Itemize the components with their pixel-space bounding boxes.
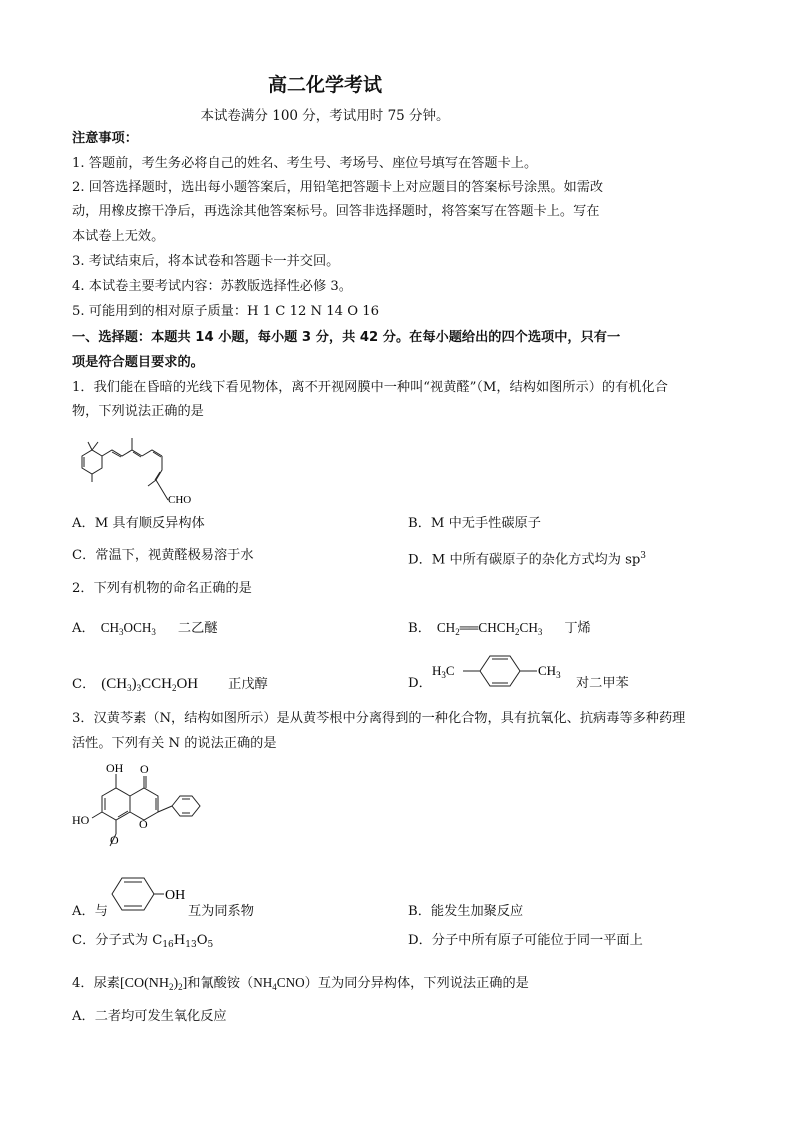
q1-option-d-sup: 3 — [640, 551, 647, 561]
p-xylene-structure — [430, 652, 580, 702]
exam-info: 本试卷满分 100 分，考试用时 75 分钟。 — [200, 108, 450, 124]
q3-c-s2: 13 — [185, 940, 197, 950]
q2-c-label: C． — [72, 677, 96, 692]
q1-option-d — [408, 545, 646, 571]
q4-stem — [72, 972, 529, 998]
section-heading-cont: 项是符合题目要求的。 — [72, 355, 204, 370]
q1-stem-cont: 物，下列说法正确的是 — [72, 404, 204, 419]
q2-option-b — [408, 617, 591, 643]
q4-p6: ] — [182, 976, 188, 991]
q1-option-c: C．常温下，视黄醛极易溶于水 — [72, 548, 254, 563]
q2-b-label: B． — [408, 621, 431, 636]
q2-a-name: 二乙醚 — [177, 621, 218, 636]
retinal-structure — [72, 428, 202, 508]
ring-o-label: O — [139, 817, 148, 831]
note-2-cont: 动，用橡皮擦干净后，再选涂其他答案标号。回答非选择题时，将答案写在答题卡上。写在 — [72, 204, 600, 219]
q3-c-s3: 5 — [207, 940, 214, 950]
section-heading: 一、选择题：本题共 14 小题，每小题 3 分，共 42 分。在每小题给出的四个选项中，只有一 — [72, 330, 621, 345]
q2-c-f5: 2 — [171, 683, 177, 693]
q3-c-o: O — [196, 933, 208, 948]
note-2: 2. 回答选择题时，选出每小题答案后，用铅笔把答题卡上对应题目的答案标号涂黑。如需改 — [72, 180, 604, 195]
ketone-o-label: O — [140, 762, 149, 776]
q1-option-b: B．M 中无手性碳原子 — [408, 516, 541, 531]
wogonin-structure — [72, 760, 232, 870]
q2-b-f1: 2 — [455, 627, 460, 637]
q4-p7: 和氰酸铵（ — [187, 976, 254, 991]
q3-c-s1: 16 — [162, 940, 174, 950]
q3-option-a-text: 互为同系物 — [188, 904, 254, 919]
q4-p8: NH — [253, 975, 273, 990]
q2-c-f3: 3 — [136, 683, 142, 693]
q3-option-a-label: A．与 — [72, 904, 108, 919]
h3c-label: $H_3C$ — [432, 663, 455, 680]
q2-stem: 2．下列有机物的命名正确的是 — [72, 581, 252, 596]
q2-a-f2: OCH — [123, 620, 152, 635]
q2-b-f0: CH — [436, 620, 456, 635]
notes-heading: 注意事项： — [72, 131, 138, 146]
q4-p3: 2 — [168, 982, 174, 992]
q2-c-f6: OH — [176, 676, 199, 692]
q2-a-f3: 3 — [151, 627, 156, 637]
q2-a-f1: 3 — [119, 627, 124, 637]
q2-b-f5: 3 — [537, 627, 543, 637]
q3-option-c — [72, 930, 213, 956]
q3-c-h: H — [173, 933, 186, 948]
note-2-cont2: 本试卷上无效。 — [72, 229, 165, 244]
q2-option-c — [72, 673, 268, 699]
q3-stem-cont: 活性。下列有关 N 的说法正确的是 — [72, 736, 277, 751]
q2-option-a — [72, 617, 217, 643]
q2-b-name: 丁烯 — [564, 621, 591, 636]
note-4: 4. 本试卷主要考试内容：苏教版选择性必修 3。 — [72, 279, 352, 294]
ch3-label: $CH_3$ — [538, 663, 561, 680]
q4-p9: 4 — [272, 982, 277, 992]
q2-option-d-label: D． — [408, 676, 432, 691]
q3-option-b: B．能发生加聚反应 — [408, 904, 524, 919]
q4-p5: 2 — [178, 982, 183, 992]
q2-c-f1: 3 — [127, 683, 132, 693]
q3-stem: 3．汉黄芩素（N，结构如图所示）是从黄芩根中分离得到的一种化合物，具有抗氧化、抗病毒等多种药理 — [72, 711, 686, 726]
q2-c-f2: ) — [131, 676, 137, 692]
q2-b-f4: CH — [519, 620, 538, 635]
page-title: 高二化学考试 — [267, 74, 382, 96]
note-3: 3. 考试结束后，将本试卷和答题卡一并交回。 — [72, 254, 340, 269]
q2-b-f2: ══CHCH — [459, 620, 516, 635]
note-1: 1. 答题前，考生务必将自己的姓名、考生号、考场号、座位号填写在答题卡上。 — [72, 156, 538, 171]
q4-p11: ）互为同分异构体，下列说法正确的是 — [304, 976, 529, 991]
q2-c-name: 正戊醇 — [228, 677, 268, 692]
phenol-structure — [106, 874, 196, 918]
methoxy-o-label: O — [110, 833, 119, 847]
q1-option-a: A．M 具有顺反异构体 — [72, 516, 205, 531]
q4-option-a: A．二者均可发生氧化反应 — [72, 1009, 227, 1024]
q2-c-f4: CCH — [141, 676, 172, 692]
q2-a-label: A． — [72, 621, 95, 636]
cho-label: CHO — [168, 494, 192, 506]
q1-option-d-text: D．M 中所有碳原子的杂化方式均为 sp — [408, 552, 641, 568]
q3-c-text: C．分子式为 C — [72, 933, 163, 948]
q1-stem: 1．我们能在昏暗的光线下看见物体，离不开视网膜中一种叫“视黄醛”（M，结构如图所示）的有机化合 — [72, 380, 668, 395]
ho-label: HO — [72, 813, 90, 827]
q4-p1: 4．尿素 — [72, 976, 120, 991]
q4-p10: CNO — [276, 975, 305, 990]
note-5: 5. 可能用到的相对原子质量：H 1 C 12 N 14 O 16 — [72, 304, 380, 319]
q2-c-f0: (CH — [101, 676, 128, 692]
q2-d-name: 对二甲苯 — [576, 676, 629, 691]
phenol-oh-label: OH — [165, 888, 186, 903]
q2-a-f0: CH — [100, 620, 120, 635]
q4-p2: [CO(NH — [119, 976, 169, 991]
oh-label: OH — [106, 761, 124, 775]
q4-p4: ) — [173, 976, 179, 991]
q2-b-f3: 2 — [515, 627, 520, 637]
q3-option-d: D．分子中所有原子可能位于同一平面上 — [408, 933, 643, 948]
